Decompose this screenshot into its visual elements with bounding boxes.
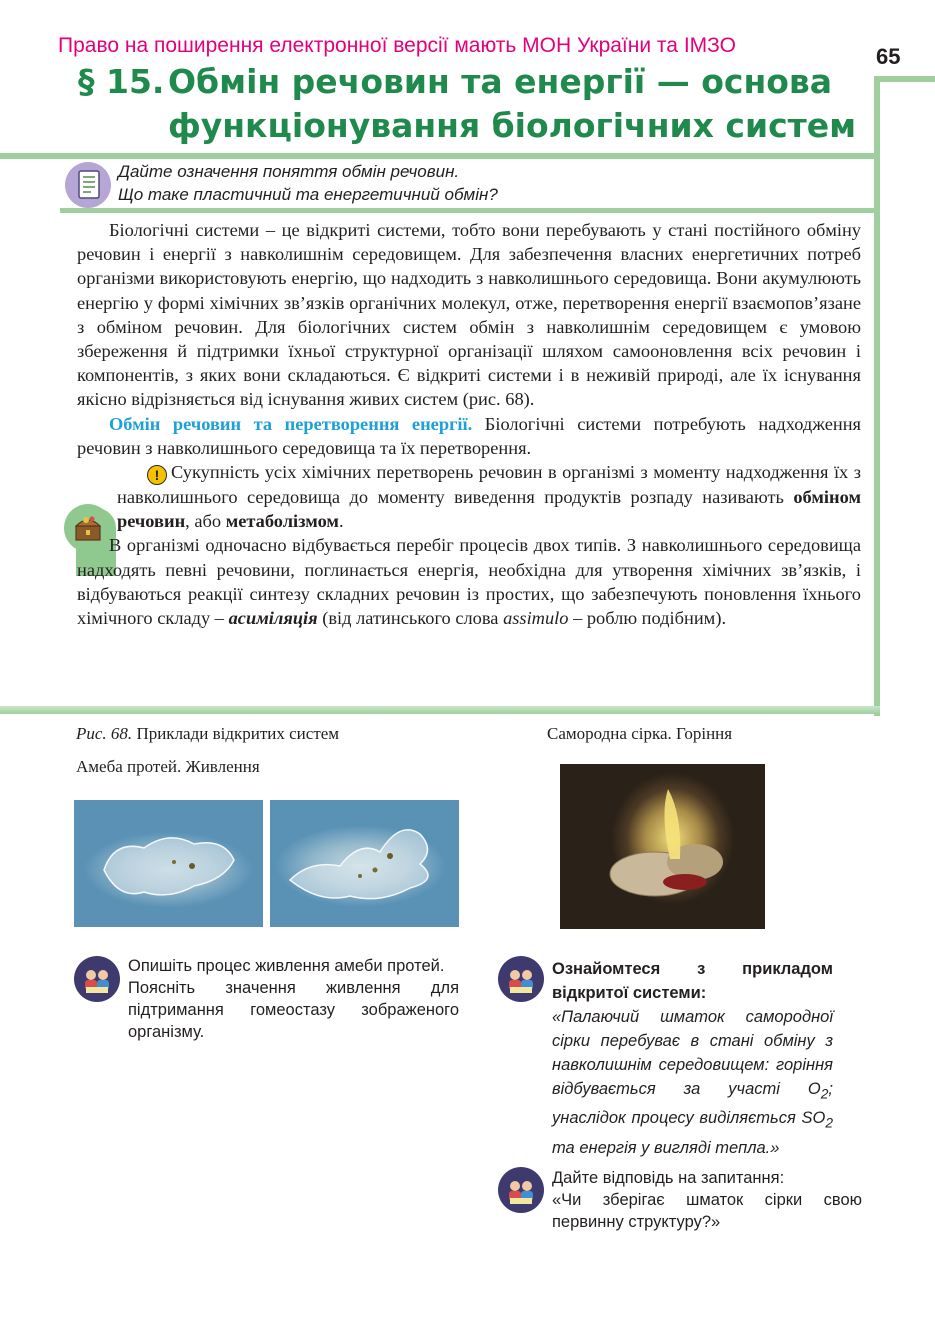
students-icon <box>498 1167 544 1213</box>
question-structure-line-2: «Чи зберігає шматок сірки свою первинну структуру?» <box>552 1191 862 1231</box>
definition-text-3: . <box>338 511 344 532</box>
paragraph-2-text: Біологічні системи потребують надходження речовин з навколишнього середовища та їх перетворення. <box>77 413 861 458</box>
section-title-line2: функціонування біологічних систем <box>168 106 857 145</box>
page-number: 65 <box>876 44 901 69</box>
task-line-1: Дайте означення поняття обмін речовин. <box>118 162 460 181</box>
students-icon <box>74 956 120 1002</box>
amoeba-photo-2 <box>270 800 459 927</box>
quote-part-3: та енергія у вигляді тепла.» <box>552 1138 780 1157</box>
question-structure-line-1: Дайте відповідь на запитання: <box>552 1169 785 1187</box>
question-sulfur-quote <box>552 1005 833 1160</box>
frame-bottom-border <box>0 706 880 714</box>
section-number: § 15. <box>78 62 165 101</box>
students-icon <box>498 956 544 1002</box>
definition-block <box>117 460 861 533</box>
section-title-line1: Обмін речовин та енергії — основа <box>168 62 833 101</box>
paragraph-3-text-2: (від латинського слова <box>317 608 504 629</box>
task-prompt <box>118 160 498 206</box>
definition-text-1: Сукупність усіх хімічних перетворень речовин в організмі з моменту надходження їх з навколишнього середовища до моменту виведення продуктів розпаду називають <box>117 462 861 508</box>
task-line-2: Що таке пластичний та енергетичний обмін? <box>118 185 498 204</box>
paragraph-1: Біологічні системи – це відкриті системи, тобто вони перебувають у стані постійного обміну речовин і енергії з навколишнім середовищем. Для забезпечення власних енергетичних потреб організми використовують енергію, що надходить з навколишнього середовища. Вони акумулюють енергію у формі хімічних зв’язків органічних молекул, отже, перетворення енергії взаємопов’язане з обміном речовин. Для біологічних систем обмін з навколишнім середовищем є умовою збереження й підтримки їхньої структурної організації шляхом самооновлення всіх речовин і компонентів, з яких вони складаються. Є відкриті системи і в неживій природі, але їх існування якісно відрізняється від існування живих систем (рис. 68). <box>77 220 861 410</box>
question-amoeba-line-1: Опишіть процес живлення амеби протей. <box>128 957 445 975</box>
frame-right-border <box>874 76 880 716</box>
quote-part-1: «Палаючий шматок самородної сірки перебуває в стані обміну з навколишнім середовищем: горіння відбувається за участі O <box>552 1008 833 1098</box>
warning-icon: ! <box>147 465 167 485</box>
term-metabolism-2: метаболізмом <box>225 511 339 532</box>
frame-top-border <box>876 76 935 82</box>
quote-part-2: ; унаслідок процесу виділяється SO <box>552 1080 833 1128</box>
subscript-o2: 2 <box>820 1086 829 1102</box>
paragraph-3-text-3: – роблю подібним). <box>568 608 727 629</box>
notebook-icon <box>65 162 111 208</box>
subscript-so2: 2 <box>825 1115 833 1131</box>
question-amoeba-line-2: Поясніть значення живлення для підтримання гомеостазу зображеного організму. <box>128 979 459 1041</box>
title-divider <box>0 153 876 159</box>
sulfur-photo <box>560 764 765 929</box>
amoeba-photo-1 <box>74 800 263 927</box>
amoeba-caption: Амеба протей. Живлення <box>76 757 260 776</box>
question-sulfur-example <box>552 957 833 1160</box>
body-text <box>77 218 861 630</box>
term-assimilation: асиміляція <box>228 608 318 629</box>
definition-text-2: , або <box>185 511 226 532</box>
task-divider <box>60 208 876 213</box>
section-title <box>78 60 868 148</box>
latin-word: assimulo <box>503 608 569 629</box>
paragraph-3 <box>77 533 861 630</box>
sulfur-caption: Самородна сірка. Горіння <box>547 724 733 743</box>
figure-caption <box>76 724 339 744</box>
question-amoeba <box>128 955 459 1043</box>
paragraph-3-text-1: В організмі одночасно відбувається перебіг процесів двох типів. З навколишнього середовища надходять певні речовини, поглинається енергія, необхідна для утворення хімічних зв’язків, і відбуваються реакції синтезу складних речовин із простих, що забезпечують поновлення їхнього хімічного складу – <box>77 535 861 629</box>
question-sulfur-heading: Ознайомтеся з прикладом відкритої системи: <box>552 960 833 1002</box>
paragraph-2-heading: Обмін речовин та перетворення енергії. <box>109 413 473 434</box>
figure-label: Рис. 68. <box>76 724 133 743</box>
paragraph-2 <box>77 412 861 460</box>
term-metabolism-1: обміном речовин <box>117 487 861 532</box>
copyright-notice: Право на поширення електронної версії мають МОН України та ІМЗО <box>58 34 736 57</box>
figure-caption-text: Приклади відкритих систем <box>132 724 340 743</box>
question-sulfur-structure <box>552 1167 862 1233</box>
